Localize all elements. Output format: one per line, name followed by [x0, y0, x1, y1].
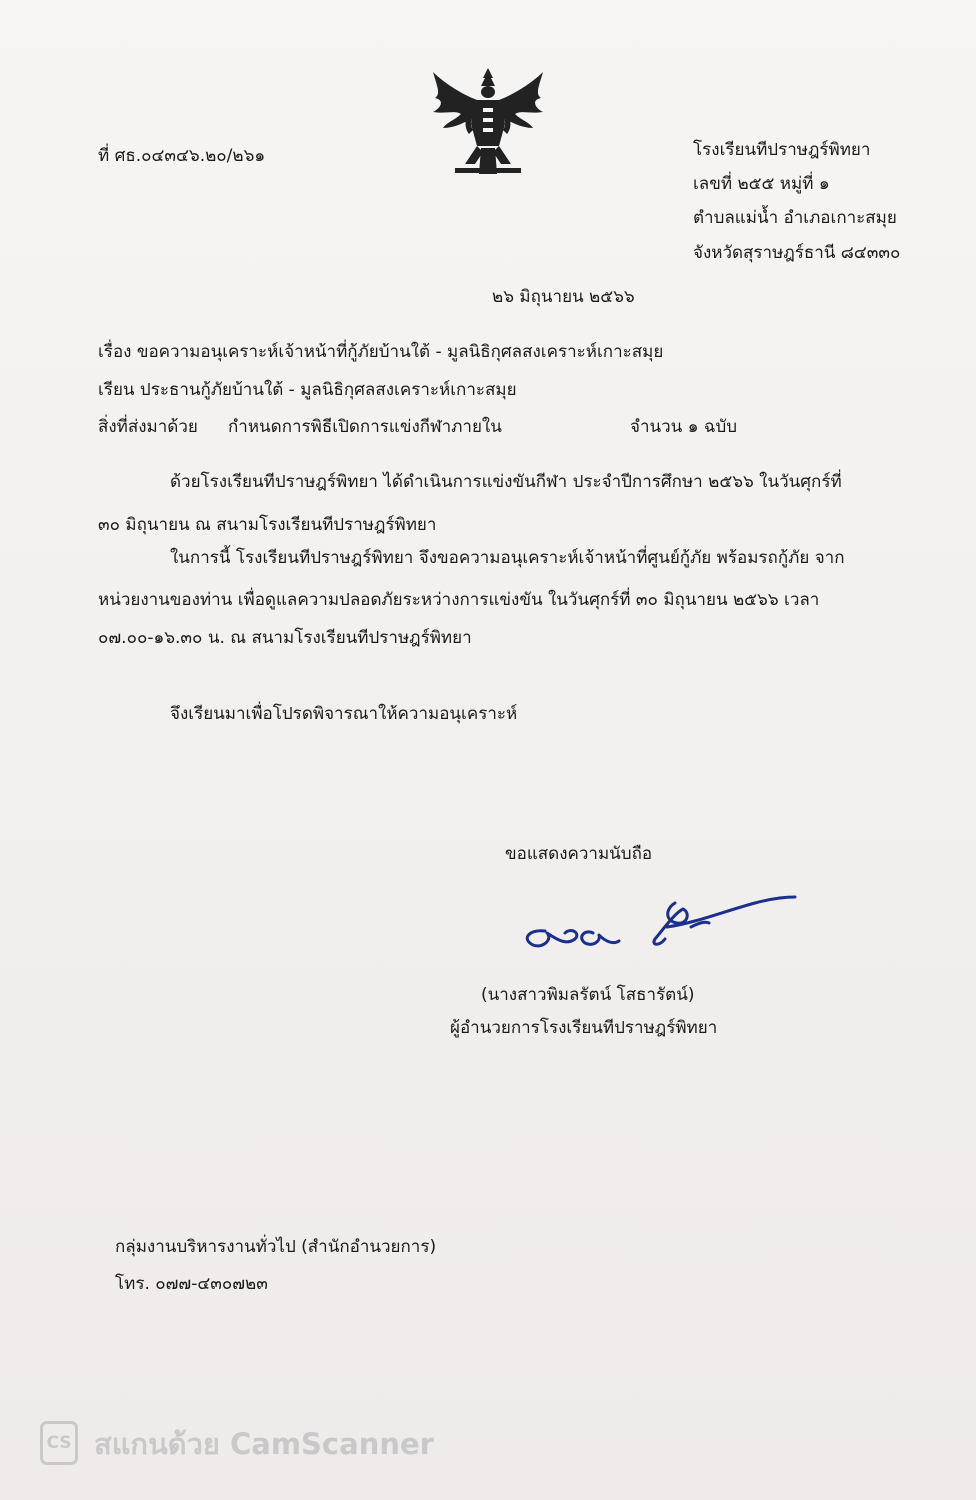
address-line-4: จังหวัดสุราษฎร์ธานี ๘๔๓๓๐ — [693, 243, 901, 263]
paragraph-2-line-3: ๐๗.๐๐-๑๖.๓๐ น. ณ สนามโรงเรียนทีปราษฎร์พิทยา — [98, 628, 472, 648]
garuda-emblem-icon — [425, 64, 551, 182]
address-line-1: โรงเรียนทีปราษฎร์พิทยา — [693, 140, 871, 160]
closing-request: จึงเรียนมาเพื่อโปรดพิจารณาให้ความอนุเคราะห์ — [170, 704, 518, 724]
complimentary-close: ขอแสดงความนับถือ — [505, 844, 653, 864]
paragraph-1-line-2: ๓๐ มิถุนายน ณ สนามโรงเรียนทีปราษฎร์พิทยา — [98, 515, 437, 535]
paragraph-2-line-1: ในการนี้ โรงเรียนทีปราษฎร์พิทยา จึงขอความอนุเคราะห์เจ้าหน้าที่ศูนย์กู้ภัย พร้อมรถกู้ภัย จาก — [170, 548, 845, 568]
camscanner-logo-icon: CS — [40, 1421, 78, 1465]
paragraph-1-line-1: ด้วยโรงเรียนทีปราษฎร์พิทยา ได้ดำเนินการแข่งขันกีฬา ประจำปีการศึกษา ๒๕๖๖ ในวันศุกร์ที่ — [170, 472, 842, 492]
letter-date: ๒๖ มิถุนายน ๒๕๖๖ — [492, 287, 635, 307]
subject-line: เรื่อง ขอความอนุเคราะห์เจ้าหน้าที่กู้ภัยบ้านใต้ - มูลนิธิกุศลสงเคราะห์เกาะสมุย — [98, 342, 664, 362]
address-line-2: เลขที่ ๒๕๕ หมู่ที่ ๑ — [693, 174, 830, 194]
camscanner-watermark: สแกนด้วย CamScanner — [94, 1427, 434, 1461]
enclosure-label: สิ่งที่ส่งมาด้วย — [98, 417, 198, 437]
enclosure-item: กำหนดการพิธีเปิดการแข่งกีฬาภายใน — [228, 417, 502, 437]
salutation-line: เรียน ประธานกู้ภัยบ้านใต้ - มูลนิธิกุศลสงเคราะห์เกาะสมุย — [98, 380, 517, 400]
signer-title: ผู้อำนวยการโรงเรียนทีปราษฎร์พิทยา — [450, 1018, 718, 1038]
signer-name: (นางสาวพิมลรัตน์ โสธารัตน์) — [481, 985, 695, 1005]
department-line: กลุ่มงานบริหารงานทั่วไป (สำนักอำนวยการ) — [115, 1237, 437, 1257]
enclosure-quantity: จำนวน ๑ ฉบับ — [630, 417, 738, 437]
phone-line: โทร. ๐๗๗-๔๓๐๗๒๓ — [115, 1274, 268, 1294]
address-line-3: ตำบลแม่น้ำ อำเภอเกาะสมุย — [693, 208, 897, 228]
signature-icon — [515, 893, 805, 958]
reference-number: ที่ ศธ.๐๔๓๔๖.๒๐/๒๖๑ — [98, 146, 266, 166]
paragraph-2-line-2: หน่วยงานของท่าน เพื่อดูแลความปลอดภัยระหว่างการแข่งขัน ในวันศุกร์ที่ ๓๐ มิถุนายน ๒๕๖๖ เวลา — [98, 590, 820, 610]
